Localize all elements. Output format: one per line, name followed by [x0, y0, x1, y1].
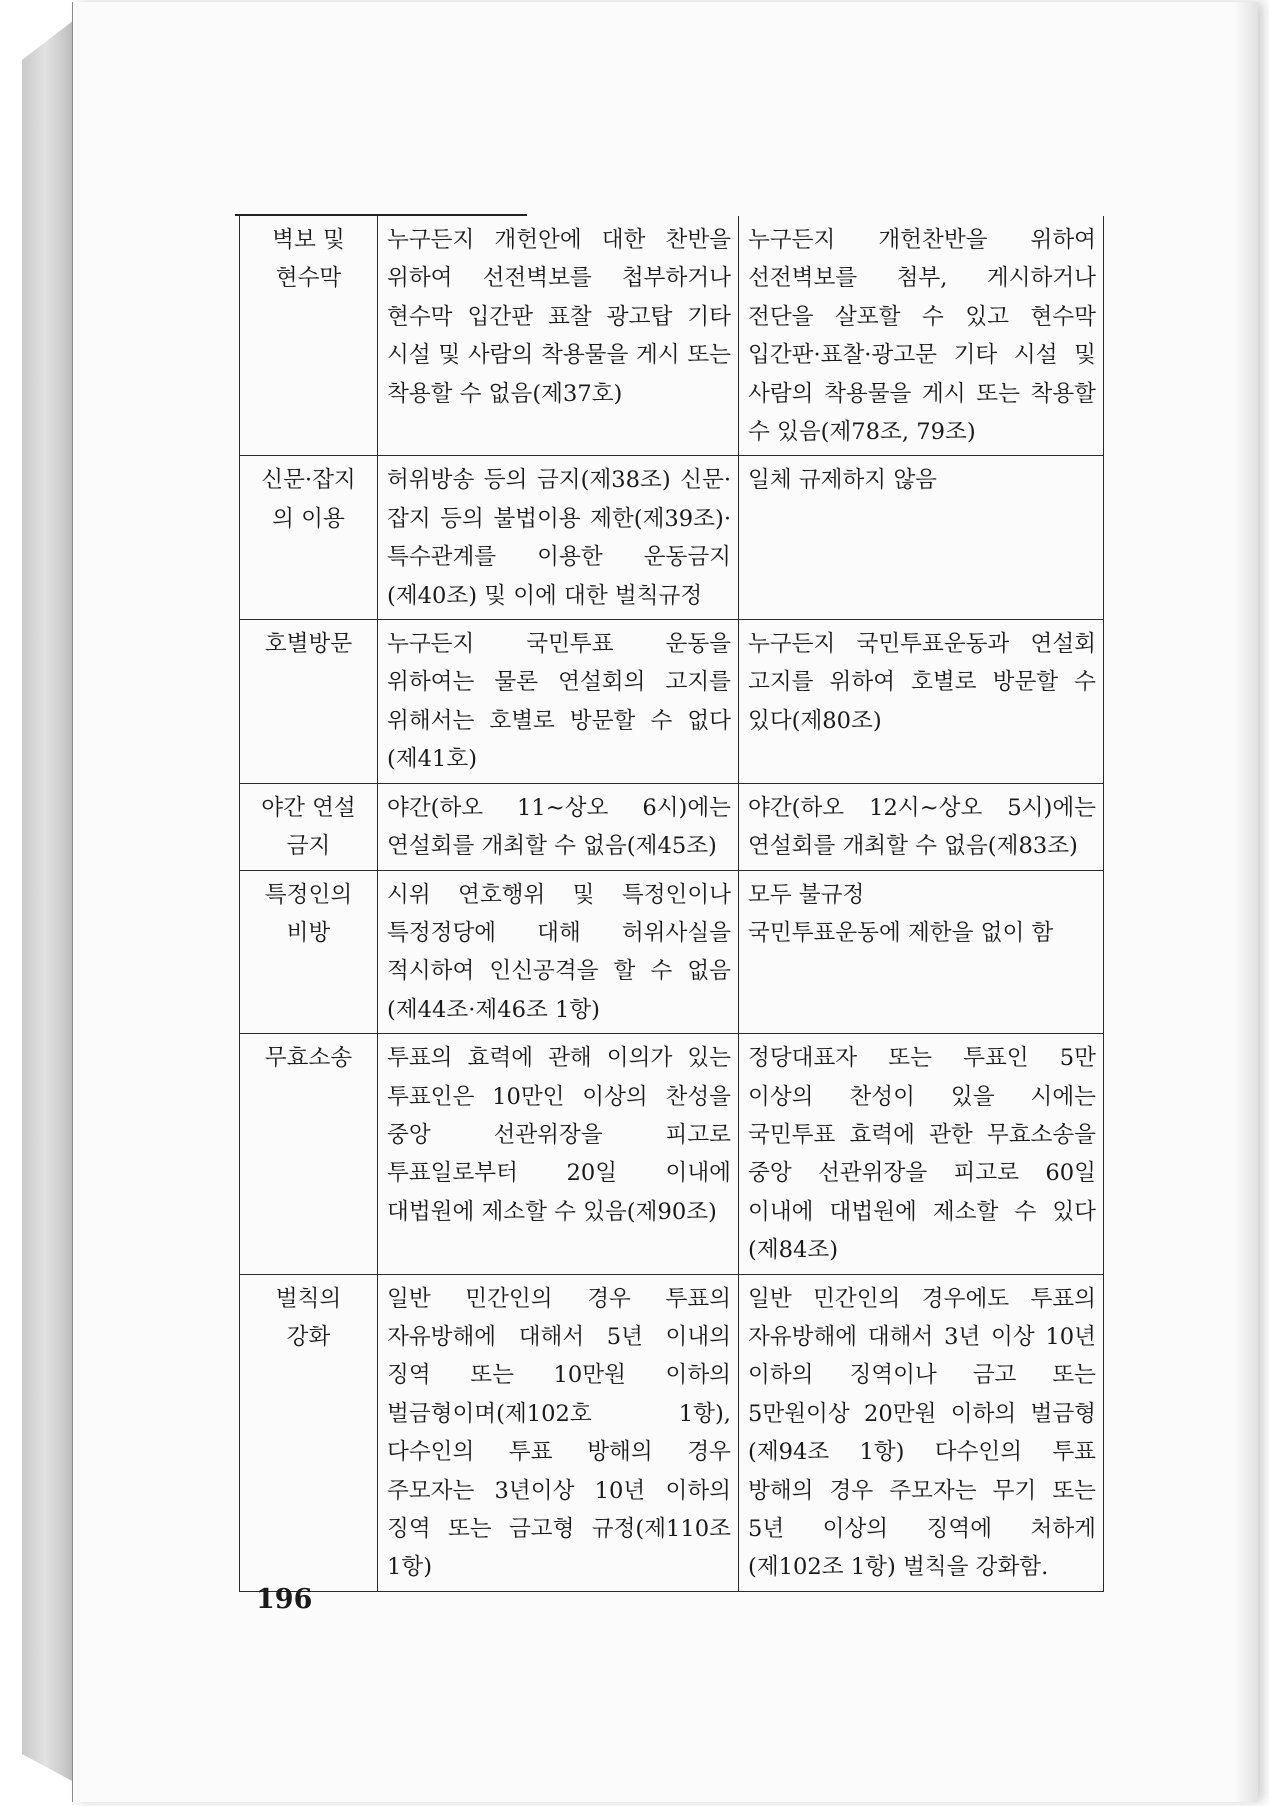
row-label-line: 야간 연설: [261, 794, 356, 821]
page-number: 196: [256, 1584, 313, 1615]
row-label-line: 신문·잡지: [261, 467, 356, 494]
row-label-billboard: [240, 216, 378, 456]
cell-line: 모두 불규정: [748, 881, 865, 908]
row-label-invalidity-suit: [240, 1034, 378, 1274]
right-cell-newspaper: 일체 규제하지 않음: [739, 456, 1104, 620]
left-cell-penalties: 일반 민간인의 경우 투표의 자유방해에 대해서 5년 이내의 징역 또는 10만원 이하의 벌금형이며(제102호 1항), 다수인의 투표 방해의 경우 주모자는 3년이상 10년 이하의 징역 또는 금고형 규정(제110조 1항): [378, 1274, 739, 1591]
row-label-line: 무효소송: [264, 1045, 353, 1072]
right-cell-night-speech: 야간(하오 12시~상오 5시)에는 연설회를 개최할 수 없음(제83조): [739, 783, 1104, 870]
left-cell-door-to-door: 누구든지 국민투표 운동을 위하여는 물론 연설회의 고지를 위해서는 호별로 방문할 수 없다(제41호): [378, 620, 739, 784]
row-label-line: 특정인의: [264, 881, 353, 908]
table-row: [240, 456, 1104, 620]
right-cell-door-to-door: 누구든지 국민투표운동과 연설회 고지를 위하여 호별로 방문할 수 있다(제80조): [739, 620, 1104, 784]
row-label-line: 비방: [286, 919, 331, 946]
row-label-penalties: [240, 1274, 378, 1591]
right-cell-billboard: 누구든지 개헌찬반을 위하여 선전벽보를 첨부, 게시하거나 전단을 살포할 수 있고 현수막 입간판·표찰·광고문 기타 시설 및 사람의 착용물을 게시 또는 착용할 수 있음(제78조, 79조): [739, 216, 1104, 456]
left-cell-defamation: 시위 연호행위 및 특정인이나 특정정당에 대해 허위사실을 적시하여 인신공격을 할 수 없음(제44조·제46조 1항): [378, 870, 739, 1034]
row-label-door-to-door: [240, 620, 378, 784]
table-row: [240, 216, 1104, 456]
comparison-table: [239, 216, 1104, 1592]
row-label-line: 벽보 및: [272, 227, 345, 253]
table-row: [240, 870, 1104, 1034]
right-cell-penalties: 일반 민간인의 경우에도 투표의 자유방해에 대해서 3년 이상 10년 이하의 징역이나 금고 또는 5만원이상 20만원 이하의 벌금형(제94조 1항) 다수인의 투표 방해의 경우 주모자는 무기 또는 5년 이상의 징역에 처하게(제102조 1항) 벌칙을 강화함.: [739, 1274, 1104, 1591]
row-label-line: 벌칙의: [275, 1285, 342, 1312]
left-cell-night-speech: 야간(하오 11~상오 6시)에는 연설회를 개최할 수 없음(제45조): [378, 783, 739, 870]
row-label-line: 강화: [286, 1323, 331, 1350]
left-cell-invalidity-suit: 투표의 효력에 관해 이의가 있는 투표인은 10만인 이상의 찬성을 중앙 선관위장을 피고로 투표일로부터 20일 이내에 대법원에 제소할 수 있음(제90조): [378, 1034, 739, 1274]
table-row: [240, 1274, 1104, 1591]
right-cell-invalidity-suit: 정당대표자 또는 투표인 5만 이상의 찬성이 있을 시에는 국민투표 효력에 관한 무효소송을 중앙 선관위장을 피고로 60일 이내에 대법원에 제소할 수 있다(제84조): [739, 1034, 1104, 1274]
page-shadow: [1234, 2, 1258, 1802]
row-label-line: 의 이용: [272, 505, 345, 532]
row-label-defamation: [240, 870, 378, 1034]
cell-line: 국민투표운동에 제한을 없이 함: [748, 919, 1054, 946]
left-cell-newspaper: 허위방송 등의 금지(제38조) 신문·잡지 등의 불법이용 제한(제39조)·특수관계를 이용한 운동금지(제40조) 및 이에 대한 벌칙규정: [378, 456, 739, 620]
row-label-newspaper: [240, 456, 378, 620]
row-label-line: 호별방문: [264, 631, 353, 658]
right-cell-defamation: [739, 870, 1104, 1034]
row-label-line: 현수막: [275, 265, 342, 292]
row-label-night-speech: [240, 783, 378, 870]
table-row: [240, 783, 1104, 870]
table-row: [240, 1034, 1104, 1274]
book-edge: [22, 20, 74, 1782]
row-label-line: 금지: [286, 833, 331, 860]
table-row: [240, 620, 1104, 784]
left-cell-billboard: 누구든지 개헌안에 대한 찬반을 위하여 선전벽보를 첩부하거나 현수막 입간판 표찰 광고탑 기타 시설 및 사람의 착용물을 게시 또는 착용할 수 없음(제37호): [378, 216, 739, 456]
